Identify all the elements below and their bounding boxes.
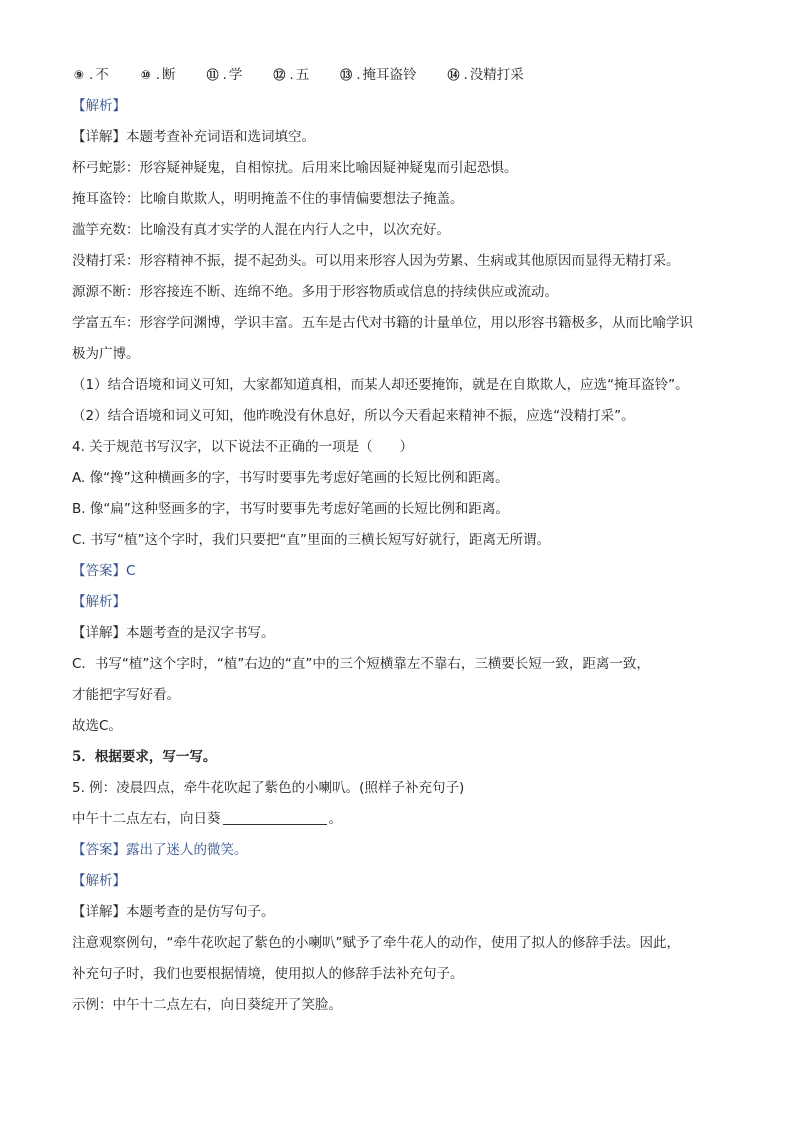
- explanation-line: 才能把字写好看。: [72, 687, 180, 703]
- explanation-q2: （2）结合语境和词义可知，他昨晚没有休息好，所以今天看起来精神不振，应选“没精打采”。: [72, 408, 635, 424]
- idiom-definition: 没精打采：形容精神不振，提不起劲头。可以用来形容人因为劳累、生病或其他原因而显得无精打采。: [72, 253, 680, 269]
- idiom-definition: 掩耳盗铃：比喻自欺欺人，明明掩盖不住的事情偏要想法子掩盖。: [72, 191, 464, 207]
- question-5: 5. 例：凌晨四点，牵牛花吹起了紫色的小喇叭。(照样子补充句子): [72, 780, 465, 796]
- choice-item: ⑭ . 没精打采: [447, 67, 524, 83]
- answer-line: 【答案】露出了迷人的微笑。: [72, 842, 248, 858]
- idiom-definition: 学富五车：形容学问渊博，学识丰富。五车是古代对书籍的计量单位，用以形容书籍极多，从而比喻学识: [72, 315, 693, 331]
- choice-item: ⑫ . 五: [273, 67, 310, 83]
- choice-item: ⑪ . 学: [206, 67, 243, 83]
- choice-item: ⑩ . 断: [140, 67, 176, 83]
- choice-item: ⑨ . 不: [73, 67, 109, 83]
- explanation-line: 补充句子时，我们也要根据情境，使用拟人的修辞手法补充句子。: [72, 966, 464, 982]
- analysis-heading: 【解析】: [72, 594, 126, 610]
- explanation-q1: （1）结合语境和词义可知，大家都知道真相，而某人却还要掩饰，就是在自欺欺人，应选“掩耳盗铃”。: [72, 377, 689, 393]
- analysis-heading: 【解析】: [72, 98, 126, 114]
- idiom-definition: 杯弓蛇影：形容疑神疑鬼，自相惊扰。后用来比喻因疑神疑鬼而引起恐惧。: [72, 160, 518, 176]
- idiom-definition: 源源不断：形容接连不断、连绵不绝。多用于形容物质或信息的持续供应或流动。: [72, 284, 558, 300]
- fill-blank[interactable]: [223, 810, 327, 825]
- conclusion-line: 故选C。: [72, 718, 122, 734]
- option-b: B. 像“扁”这种竖画多的字，书写时要事先考虑好笔画的长短比例和距离。: [72, 501, 509, 517]
- detail-line: 【详解】本题考查的是仿写句子。: [72, 904, 275, 920]
- detail-line: 【详解】本题考查补充词语和选词填空。: [72, 129, 315, 145]
- answer-line: 【答案】C: [72, 563, 136, 579]
- explanation-line: C．书写“植”这个字时，“植”右边的“直”中的三个短横靠左不靠右，三横要长短一致，距离一致，: [72, 656, 650, 672]
- choice-item: ⑬ . 掩耳盗铃: [340, 67, 417, 83]
- explanation-line: 注意观察例句，“牵牛花吹起了紫色的小喇叭”赋予了牵牛花人的动作，使用了拟人的修辞手法。因此，: [72, 935, 680, 951]
- example-line: 示例：中午十二点左右，向日葵绽开了笑脸。: [72, 997, 342, 1013]
- fill-in-line: 中午十二点左右，向日葵 。: [72, 811, 342, 827]
- detail-line: 【详解】本题考查的是汉字书写。: [72, 625, 275, 641]
- analysis-heading: 【解析】: [72, 873, 126, 889]
- question-4: 4. 关于规范书写汉字，以下说法不正确的一项是（ ）: [72, 439, 414, 455]
- option-a: A. 像“搀”这种横画多的字，书写时要事先考虑好笔画的长短比例和距离。: [72, 470, 509, 486]
- page-content: [72, 60, 720, 1021]
- answer-choices-row: [72, 60, 720, 91]
- idiom-definition-continued: 极为广博。: [72, 346, 140, 362]
- section-5-heading: 5．根据要求，写一写。: [72, 749, 217, 765]
- option-c: C. 书写“植”这个字时，我们只要把“直”里面的三横长短写好就行，距离无所谓。: [72, 532, 550, 548]
- idiom-definition: 滥竽充数：比喻没有真才实学的人混在内行人之中，以次充好。: [72, 222, 450, 238]
